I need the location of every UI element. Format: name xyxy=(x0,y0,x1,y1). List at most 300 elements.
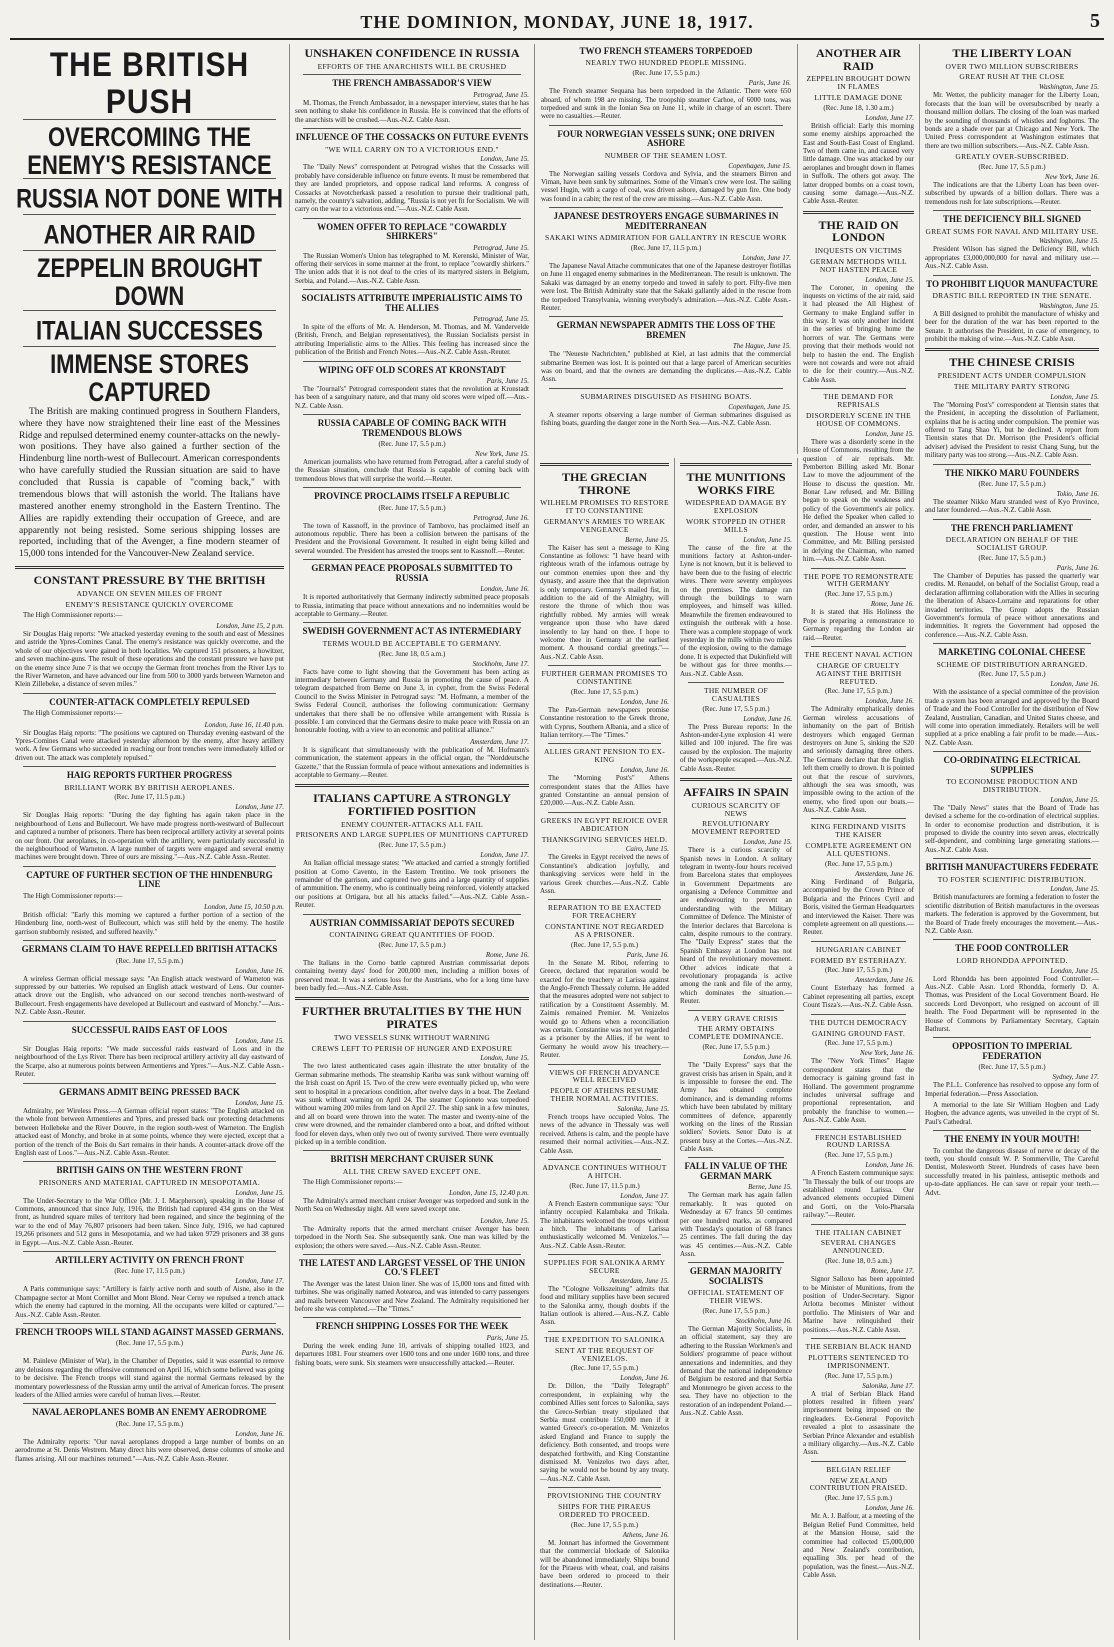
article-body: There was a disorderly scene in the House of Commons, resulting from the question of air reprisals. Mr. Pemberton Billing asked Mr. Bonar Law to move the adjournment of the House to discuss the question. Mr. Bonar Law refused, and Mr. Billing began to speak on the weakness and policy of the Government's air policy. He defied the Speaker when called to order, and demanded an answer to his question. The House went into Committee, and Mr. Billing persisted in defying the Chairman, who named him.—Aus.-N.Z. Cable Assn. xyxy=(803,437,914,564)
article-body: The Greeks in Egypt received the news of Constantine's abdication joyfully, and thanksgiving services were held in the various Greek churches.—Aus.-N.Z. Cable Assn. xyxy=(540,853,669,895)
article-subhead: CONSTANTINE NOT REGARDED AS A PRISONER. xyxy=(545,922,664,939)
article-headline: THE CHINESE CRISIS xyxy=(949,355,1075,370)
article-subhead: PRISONERS AND MATERIAL CAPTURED IN MESOPOTAMIA. xyxy=(38,1177,261,1187)
received-line: (Rec. June 17, 5.5 p.m.) xyxy=(824,859,893,868)
article-subhead: WIDESPREAD DAMAGE BY EXPLOSION xyxy=(685,498,787,516)
article-subhead: WILHELM PROMISES TO RESTORE IT TO CONSTANTINE xyxy=(540,498,669,516)
dateline: London, June 17. xyxy=(235,803,284,812)
received-line: (Rec. June 17, 11.5 p.m.) xyxy=(630,243,702,252)
article-body: British official: Early this morning some enemy airships approached the East and South-East Coast of England. Two of them came in, and caused very little damage. One was attacked by our aeroplanes and brought down in flames in Suffolk. The others got away. The latter dropped bombs on a coast town, causing some damage.—Aus.-N.Z. Cable Assn.-Reuter. xyxy=(803,121,914,206)
dateline: London, June 16. xyxy=(865,697,914,706)
received-line: (Rec. June 17, 5.5 p.m.) xyxy=(978,162,1046,171)
article-headline: THE DEFICIENCY BILL SIGNED xyxy=(943,214,1081,225)
dateline: London, June 17. xyxy=(235,1277,284,1286)
dateline: Tokio, June 16. xyxy=(1056,490,1099,498)
received-line: (Rec. June 18, 1.30 a.m.) xyxy=(823,103,894,112)
article-headline: GERMAN PEACE PROPOSALS SUBMITTED TO RUSSIA xyxy=(311,563,513,583)
received-line: (Rec. June 17, 5.5 p.m.) xyxy=(570,687,639,696)
article-body: British official: "Early this morning we captured a further portion of a section of the Hindenburg line, north-west of Bullecourt, which was still held by the enemy. The hostile garrison stubbornly resisted, and suffered heavily." xyxy=(15,911,284,936)
article-subhead: DRASTIC BILL REPORTED IN THE SENATE. xyxy=(932,291,1092,301)
article-subhead: NEARLY TWO HUNDRED PEOPLE MISSING. xyxy=(585,58,747,68)
article-body: The German Majority Socialists, in an official statement, say they are adhering to the Russian Workmen's and Soldiers' programme of peace without annexations and indemnities, and they demand that the national independence of Belgium be restored and that Serbia and Montenegro be given access to the sea. They have no objection to the restoration of an independent Poland.—Aus.-N.Z. Cable Assn. xyxy=(680,1325,792,1417)
dateline: London, June 15. xyxy=(480,155,529,164)
article-headline: BRITISH MANUFACTURERS FEDERATE xyxy=(925,862,1099,873)
received-line: (Rec. June 17, 5.5 p.m.) xyxy=(632,69,700,78)
article-headline: COUNTER-ATTACK COMPLETELY REPULSED xyxy=(49,696,250,707)
article-headline: REPARATION TO BE EXACTED FOR TREACHERY xyxy=(547,903,662,921)
article-body: In the Senate M. Ribot, referring to Greece, declared that reparation would be exacted for the treachery at Larissa against the Anglo-French Thessaly column. He added that the measures adopted were not subject to ratification by a Constituent Assembly. M. Zaimis remained Premier. M. Venizelos would go to Athens when a reconciliation was certain. Constantine was not yet regarded as a prisoner by the Allies, if he went to Germany he would avow his treachery.—Reuter. xyxy=(540,958,669,1060)
dateline: Paris, June 15. xyxy=(486,1333,529,1342)
received-line: (Rec. June 17, 11.5 p.m.) xyxy=(114,793,185,802)
dateline: London, June 16. xyxy=(865,1504,914,1513)
article-subhead: DISORDERLY SCENE IN THE HOUSE OF COMMONS. xyxy=(805,410,912,428)
column-4 xyxy=(675,458,798,1640)
dateline: Petrograd, June 15. xyxy=(473,243,529,252)
article-body: The Under-Secretary to the War Office (Mr. J. I. Macpherson), speaking in the House of Commons, announced that since July, 1916, the British had captured 434 guns on the West front, as hundred square miles of territory had been regained, and since the beginning of the war to the end of May 76,807 prisoners had been taken. Since July, 1916, we had captured 19,266 prisoners and 512 guns in Mesopotamia, and we had taken 9729 prisoners and 38 guns in Egypt.—Aus.-N.Z. Cable Assn.-Reuter. xyxy=(15,1196,284,1247)
received-line: (Rec. June 17, 5.5 p.m.) xyxy=(978,553,1046,562)
article-headline: FRENCH ESTABLISHED ROUND LARISSA xyxy=(815,1132,902,1150)
headline-deck-2: RUSSIA NOT DONE WITH xyxy=(16,183,283,214)
article-headline: THE RAID ON LONDON xyxy=(818,217,899,245)
article-headline: AUSTRIAN COMMISSARIAT DEPOTS SECURED xyxy=(309,917,515,928)
dateline: London, June 15. xyxy=(743,838,792,847)
article-headline: THE LATEST AND LARGEST VESSEL OF THE UNION CO.'S FLEET xyxy=(298,1257,526,1278)
article-subhead: GREAT SUMS FOR NAVAL AND MILITARY USE. xyxy=(925,226,1099,236)
article-headline: SUPPLIES FOR SALONIKA ARMY SECURE xyxy=(543,1258,666,1275)
dateline: London, June 17. xyxy=(742,253,791,262)
article-headline: THE ITALIAN CABINET xyxy=(815,1227,902,1237)
article-headline: GERMAN NEWSPAPER ADMITS THE LOSS OF THE BREMEN xyxy=(556,320,776,340)
article-body: The "Morning Post's" correspondent at Tientsin states that the President, in accepting the dissolution of Parliament, explains that he is acting under compulsion. The premier was offered to Tang Shao Yi, but he declined. A report from Tientsin states that Dr. Morrison (the President's official adviser) advised the President to resist Chang Sung, but the military party was too strong.—Aus.-N.Z. Cable Assn. xyxy=(925,400,1099,460)
dateline: New York, June 16. xyxy=(1045,172,1099,181)
article-subhead: TO ECONOMISE PRODUCTION AND DISTRIBUTION. xyxy=(946,777,1078,794)
dateline: Rome, June 16. xyxy=(485,950,529,959)
article-body: King Ferdinand of Bulgaria, accompanied by the Crown Prince of Bulgaria and the Princes Cyril and Boris, visited the German Headquarters and interviewed the Kaiser. There was complete agreement on all questions.—Reuter. xyxy=(803,877,914,937)
masthead-title: THE DOMINION, MONDAY, JUNE 18, 1917. xyxy=(360,12,754,32)
article-body: The indications are that the Liberty Loan has been over-subscribed by upwards of a billion dollars. There was a tremendous rush for late subscriptions.—Reuter. xyxy=(925,180,1099,206)
article-body: The Kaiser has sent a message to King Constantine as follows: "I have heard with righteous wrath of the infamous outrage by our common enemies upon thee and thy dynasty, and assure thee that the deprivation is only temporary. Germany's mailed fist, in addition to the aid of the Almighty, will restore the throne of which thou was rightfully robbed. My armies will wreak vengeance upon those who have dared insolently to lay hand on thee. I hope to welcome thee in Germany at the earliest moment. A thousand cordial greetings."—Aus.-N.Z. Cable Assn. xyxy=(540,543,669,661)
article-headline: HUNGARIAN CABINET xyxy=(816,944,901,954)
article-body: Admiralty, per Wireless Press.—A German official report states: "The English attacked on the whole front between Armentieres and Ypres, and pressed back our protecting detachments between Hollebeke and the River Douvre, in the region south-west of Warneton. The English attacked east of Monchy, and broke in at some points, whence they were ejected, except that a portion of the trench of the Bois du Sart remains in their hands. A counter-attack drove off the English east of Loos."—Aus.-N.Z. Cable Assn.-Reuter. xyxy=(15,1107,284,1157)
received-line: (Rec. June 17, 5.5 p.m.) xyxy=(978,1063,1046,1072)
dateline: New York, June 15. xyxy=(475,450,529,459)
article-subhead: PRISONERS AND LARGE SUPPLIES OF MUNITIONS CAPTURED xyxy=(295,830,529,840)
dateline: London, June 15. xyxy=(235,1037,284,1045)
dateline: London, June 15. xyxy=(865,429,914,438)
dateline: London, June 15, 10.50 p.m. xyxy=(204,903,284,911)
article-body: It is stated that His Holiness the Pope is preparing a remonstrance to Germany regarding the London air raid.—Reuter. xyxy=(803,608,914,642)
article-body: M. Thomas, the French Ambassador, in a newspaper interview, states that he has seen nothing to shake his confidence in Russia. He is convinced that the efforts of the anarchists will be crushed.—Aus.-N.Z. Cable Assn. xyxy=(295,98,529,124)
article-headline: PROVISIONING THE COUNTRY xyxy=(547,1491,662,1501)
article-subhead: LITTLE DAMAGE DONE xyxy=(814,92,903,102)
received-line: (Rec. June 17, 5.5 p.m.) xyxy=(378,841,446,850)
dateline: London, June 17. xyxy=(620,1191,669,1200)
dateline: Copenhagen, June 15. xyxy=(728,402,791,411)
article-subhead: TERMS WOULD BE ACCEPTABLE TO GERMANY. xyxy=(322,638,502,648)
article-subhead: TWO VESSELS SUNK WITHOUT WARNING xyxy=(333,1032,491,1042)
dateline: New York, June 16. xyxy=(860,1049,914,1058)
received-line: (Rec. June 17, 5.5 p.m.) xyxy=(824,1494,893,1503)
article-intro: The High Commissioner reports:— xyxy=(23,891,123,900)
headline-deck-5: ITALIAN SUCCESSES xyxy=(36,315,263,346)
article-body: Mr. Wetter, the publicity manager for the Liberty Loan, forecasts that the loan will be oversubscribed by nearly a thousand million dollars. The closing of the loan was marked by the sounding of thousands of whistles and foghorns. The bonds are a shade over par at Chicago and New York. The United Press correspondent at Washington estimates that there are two million subscribers.—Aus.-N.Z. Cable Assn. xyxy=(925,91,1099,150)
article-body: It is reported authoritatively that Germany indirectly submitted peace proposals to Russia, intimating that peace without annexations and no indemnities would be acceptable to Germany.—Reuter. xyxy=(295,593,529,618)
shipping-news-block xyxy=(535,44,798,454)
article-subhead: ALL THE CREW SAVED EXCEPT ONE. xyxy=(342,1166,482,1176)
article-body: Count Esterhazy has formed a Cabinet representing all parties, except Count Tisza's.—Aus.-N.Z. Cable Assn. xyxy=(803,984,914,1010)
dateline: Paris, June 16. xyxy=(241,1349,284,1358)
article-subhead: CREWS LEFT TO PERISH OF HUNGER AND EXPOSURE xyxy=(311,1043,513,1053)
article-body: A French Eastern communique says: "In Thessaly the bulk of our troops are established round Larissa. Our advanced elements occupied Dimeni and Gorti, on the Volo-Pharsala railway."—Reuter. xyxy=(803,1169,914,1220)
received-line: (Rec. June 17, 11.5 p.m.) xyxy=(569,1181,640,1190)
headline-deck-1: OVERCOMING THE ENEMY'S RESISTANCE xyxy=(27,122,272,180)
article-subhead: OFFICIAL STATEMENT OF THEIR VIEWS. xyxy=(687,1288,785,1306)
article-headline: A VERY GRAVE CRISIS xyxy=(693,1013,779,1023)
article-body: The cause of the fire at the munitions factory at Ashton-under-Lyne is not known, but it is believed to have been due to the fusing of electric wires. There were seventy employees on the premises. The damage ran through the buildings to warn employees, and himself was killed. Meanwhile the firemen endeavoured to extinguish the outbreak with a hose. There was a complete stoppage of work yesterday in the mills within two miles of the explosion, owing to the damage done. It is expected that Dukinfield will be without gas for three months.—Aus.-N.Z. Cable Assn. xyxy=(680,543,792,678)
article-headline: PROVINCE PROCLAIMS ITSELF A REPUBLIC xyxy=(314,491,510,502)
article-headline: THE FOOD CONTROLLER xyxy=(955,943,1069,954)
article-body: The Chamber of Deputies has passed the quarterly war credits. M. Renaudel, on behalf of the Socialist Group, read a declaration affirming collaboration with the Allies in securing the liberation of Alsace-Lorraine and reparations for other invaded territories. The Group adopts the Russian Government's formula of peace without annexations and indemnities. It regrets the Government had opposed the conference.—Aus.-N.Z. Cable Assn. xyxy=(925,571,1099,639)
received-line: (Rec. June 17, 5.5 p.m.) xyxy=(824,687,893,696)
received-line: (Rec. June 18, 0.5 a.m.) xyxy=(378,649,446,658)
column-5 xyxy=(798,44,920,1640)
article-subhead: DECLARATION ON BEHALF OF THE SOCIALIST GROUP. xyxy=(945,535,1079,553)
article-headline: JAPANESE DESTROYERS ENGAGE SUBMARINES IN MEDITERRANEAN xyxy=(553,211,779,231)
article-subhead: PRESIDENT ACTS UNDER COMPULSION xyxy=(937,371,1087,381)
dateline: London, June 16. xyxy=(620,1374,669,1383)
dateline: London, June 16. xyxy=(620,697,669,706)
received-line: (Rec. June 17, 5.5 p.m.) xyxy=(824,1371,893,1380)
article-intro: The High Commissioner reports:— xyxy=(23,709,123,718)
article-headline: THE POPE TO REMONSTRATE WITH GERMANY xyxy=(803,571,914,589)
advertisement-headline: THE ENEMY IN YOUR MOUTH! xyxy=(944,1134,1080,1145)
article-body: American journalists who have returned from Petrograd, after a careful study of the Russian situation, conclude that Russia is capable of coming back with tremendous blows that will surprise the world.—Reuter. xyxy=(295,458,529,483)
article-headline: BRITISH MERCHANT CRUISER SUNK xyxy=(330,1154,494,1165)
received-line: (Rec. June 17, 5.5 p.m.) xyxy=(824,1039,893,1048)
dateline: London, June 15. xyxy=(1050,966,1099,975)
article-headline: TO PROHIBIT LIQUOR MANUFACTURE xyxy=(926,278,1098,289)
article-headline: MARKETING COLONIAL CHEESE xyxy=(938,647,1086,658)
dateline: London, June 17. xyxy=(865,113,914,122)
dateline: London, June 15. xyxy=(865,275,914,284)
article-body: The Coroner, in opening the inquests on victims of the air raid, said it had pleased the All Highest of Germany to make England suffer in this way. It was only another incident in the series of bringing home the horrors of war. The Germans were proving that their methods would not help to hasten the end. The English were not cowards and were not afraid to die for their country.—Aus.-N.Z. Cable Assn. xyxy=(803,283,914,384)
received-line: (Rec. June 17, 5.5 p.m.) xyxy=(115,956,184,965)
column-6 xyxy=(920,44,1104,1640)
article-body: The Avenger was the latest Union liner. She was of 15,000 tons and fitted with turbines. She was originally named Aotearoa, and was intended to carry passengers and mails between Vancouver and New Zealand. The Admiralty requisitioned her before she was completed.—The "Times." xyxy=(295,1279,529,1314)
article-body: The Italians in the Corno battle captured Austrian commissariat depots containing twenty days' food for 200,000 men, including a million boxes of preserved meat. It was a serious loss for the Austrians, who for a long time have been badly fed.—Aus.-N.Z. Cable Assn. xyxy=(295,958,529,993)
dateline: The Hague, June 15. xyxy=(732,342,791,351)
received-line: (Rec. June 17, 5.5 p.m.) xyxy=(378,940,446,949)
article-subhead: THE ARMY OBTAINS COMPLETE DOMINANCE. xyxy=(688,1024,784,1042)
article-headline: THE SERBIAN BLACK HAND xyxy=(805,1341,912,1351)
article-body: The "Cologne Volkszeitung" admits that food and military supplies have been secured to the Salonika army, though doubts if the Italian outlook is altered.—Aus.-N.Z. Cable Assn. xyxy=(540,1284,669,1327)
article-headline: INFLUENCE OF THE COSSACKS ON FUTURE EVENTS xyxy=(295,132,529,143)
dateline: London, June 15, 2 p.m. xyxy=(216,621,284,630)
article-headline: CONSTANT PRESSURE BY THE BRITISH xyxy=(33,573,266,588)
article-headline: FALL IN VALUE OF THE GERMAN MARK xyxy=(684,1161,788,1181)
article-body: A memorial to the late Sir William Hogben and Lady Hogben, the advance agents, was unveiled in the crypt of St. Paul's Cathedral. xyxy=(925,1101,1099,1126)
article-body: The P.L.L. Conference has resolved to oppose any form of Imperial federation.—Press Association. xyxy=(925,1081,1099,1098)
article-headline: UNSHAKEN CONFIDENCE IN RUSSIA xyxy=(304,46,520,60)
received-line: (Rec. June 17, 5.5 p.m.) xyxy=(570,1364,639,1373)
dateline: Washington, June 15. xyxy=(1038,237,1099,246)
article-subhead: TO FOSTER SCIENTIFIC DISTRIBUTION. xyxy=(937,874,1087,884)
received-line: (Rec. June 17, 5.5 p.m.) xyxy=(824,1151,893,1160)
article-body: M. Jonnart has informed the Government that the commercial blockade of Salonika will be abandoned immediately. Ships bound for the Piraeus with wheat, coal, and raisins have been ordered to proceed to their destinations.—Reuter. xyxy=(540,1538,669,1589)
article-body: President Wilson has signed the Deficiency Bill, which appropriates £3,000,000,000 for naval and military use.—Aus.-N.Z. Cable Assn. xyxy=(925,245,1099,271)
article-body: A Paris communique says: "Artillery is fairly active north and south of Aisne, also in the Champagne sector at Mont Cornillet and Mont Blond. Near Cerny we repulsed a trench attack which the enemy had captured in the morning. All the occupants were killed or captured."—Aus.-N.Z. Cable Assn.-Reuter. xyxy=(15,1285,284,1319)
article-body: With the assistance of a special committee of the provision trade a system has been arranged and approved by the Board of Trade and the Food Controller for the distribution of New Zealand, Australian, Canadian, and United States cheese, and will come into operation immediately. Retailers will be well supplied at a price enabling a fair profit to be made.—Aus.-N.Z. Cable Assn. xyxy=(925,688,1099,747)
article-intro: The High Commissioner reports:— xyxy=(303,1177,403,1186)
article-body: The two latest authenticated cases again illustrate the utter brutality of the German submarine methods. The steamship Kariba was sunk without warning off the Irish coast on April 15. Two of the crew were eventually picked up, who were sent to hospital in a precarious condition, after twelve days in a boat. The Zeeland was sunk without warning on April 24. The steamer Copioneto was torpedoed without warning 200 miles from land on April 27. The ship sank in a few minutes, and all on board were thrown into the water. The master and twenty-nine of the crew were drowned, and the remainder clambered onto a boat, and drifted without food for eleven days, when only two out of twenty survived. There were eventually picked up in a terrible condition. xyxy=(295,1062,529,1146)
dateline: Petrograd, June 15. xyxy=(473,315,529,324)
article-headline: TWO FRENCH STEAMERS TORPEDOED xyxy=(579,46,753,56)
article-headline: RUSSIA CAPABLE OF COMING BACK WITH TREMENDOUS BLOWS xyxy=(317,418,507,438)
article-body: An Italian official message states: "We attacked and carried a strongly fortified position at Corno Cavento, in the Eastern Trentino. We took prisoners the remainder of the garrison, and captured two guns and a large quantity of supplies of ammunition. The enemy, who is continually being reinforced, violently attacked our positions at Ortigara, but all his attacks failed."—Aus.-N.Z. Cable Assn.-Reuter. xyxy=(295,859,529,910)
article-headline: AFFAIRS IN SPAIN xyxy=(683,785,789,800)
dateline: London, June 15. xyxy=(480,1216,529,1225)
dateline: Stockholm, June 17. xyxy=(472,659,529,668)
article-headline: THE LIBERTY LOAN xyxy=(952,46,1072,60)
article-headline: FURTHER BRUTALITIES BY THE HUN PIRATES xyxy=(302,1004,522,1032)
article-body: A wireless German official message says: "An English attack westward of Warneton was suppressed by our batteries. We repulsed an English attack westward of Lens. Our counter-attack drove out the English, who advanced on our second trenches north-westward of Bullecourt. Fresh engagements have developed at Bullecourt and eastward of Monchy."—Aus.-N.Z. Cable Assn.-Reuter. xyxy=(15,974,284,1017)
article-subhead: PEOPLE OF ATHENS RESUME THEIR NORMAL ACTIVITIES. xyxy=(550,1086,659,1104)
dateline: Stockholm, June 16. xyxy=(735,1317,792,1326)
article-subhead: "WE WILL CARRY ON TO A VICTORIOUS END." xyxy=(325,144,499,154)
received-line: (Rec. June 18, 0.5 a.m.) xyxy=(825,1257,892,1266)
article-headline: ITALIANS CAPTURE A STRONGLY FORTIFIED POSITION xyxy=(313,791,511,818)
article-subhead: REVOLUTIONARY MOVEMENT REPORTED xyxy=(691,819,781,837)
article-headline: THE NUMBER OF CASUALTIES xyxy=(704,685,768,703)
article-headline: THE DUTCH DEMOCRACY xyxy=(809,1017,908,1027)
article-body: Sir Douglas Haig reports: "We attacked yesterday evening to the south and east of Messines and astride the Ypres-Comines Canal. The enemy's resistance was quickly overcome, and the whole of our objectives were gained in both localities. We captured 151 prisoners, a howitzer, and seven machine-guns. The result of these operations and the constant pressure we have put on the enemy since June 7 is that we occupy the German front trenches from the River Lys to the River Warneton, and have advanced our line from 500 to 3000 yards between Warneton and Klein Zillebeke, a distance of seven miles." xyxy=(15,629,284,689)
dateline: Salonika, June 17. xyxy=(862,1381,914,1390)
dateline: Athens, June 16. xyxy=(622,1530,669,1539)
received-line: (Rec. June 17, 5.5 p.m.) xyxy=(824,590,893,599)
received-line: (Rec. June 17, 5.5 p.m.) xyxy=(570,940,639,949)
received-line: (Rec. June 17, 5.5 p.m.) xyxy=(702,1043,770,1052)
article-body: Sir Douglas Haig reports: "The positions we captured on Thursday evening eastward of the Ypres-Comines Canal were attacked yesterday afternoon by the enemy, after heavy artillery work. A few Germans who succeeded in reaching our front trenches were immediately killed or driven out. The attack was completely repulsed." xyxy=(15,728,284,762)
article-headline: HAIG REPORTS FURTHER PROGRESS xyxy=(66,770,233,781)
received-line: (Rec. June 17, 5.5 p.m.) xyxy=(115,1339,184,1348)
article-headline: GREEKS IN EGYPT REJOICE OVER ABDICATION xyxy=(540,815,669,833)
dateline: Paris, June 16. xyxy=(748,79,791,88)
dateline: Rome, June 16. xyxy=(870,600,914,609)
article-body: A trial of Serbian Black Hand plotters resulted in fifteen years' imprisonment being imposed on the ringleaders. Ex-General Popovitch revealed a plot to assassinate the Serbian Prince Alexander and establish a military oligarchy.—Aus.-N.Z. Cable Assn. xyxy=(803,1389,914,1457)
received-line: (Rec. June 17, 5.5 p.m.) xyxy=(378,440,446,449)
article-body: In spite of the efforts of Mr. A. Henderson, M. Thomas, and M. Vandervelde (British, French, and Belgian representatives), the Russian Socialists persist in attributing Imperialistic aims to the Allies. This feeling has increased since the publication of the British and French Notes.—Aus.-N.Z. Cable Assn.-Reuter. xyxy=(295,323,529,357)
dateline: Washington, June 15. xyxy=(1038,83,1099,92)
article-subhead: FORMED BY ESTERHAZY. xyxy=(810,955,907,965)
column-1 xyxy=(10,44,290,1640)
article-subhead: EFFORTS OF THE ANARCHISTS WILL BE CRUSHED xyxy=(317,61,507,71)
article-body: Facts have come to light showing that the Government has been acting as intermediary between Germany and Russia in promoting the cause of peace. A telegram despatched from Berne on June 3, in cypher, from the Swiss Federal Council to the Swiss Minister in Petrograd says: "M. Hofmann, a member of the Swiss Federal Council, authorises the following communication: Germany undertakes that there shall be no offensive while arrangement with Russia is possible. I am convinced that the Germans desire to make peace with Russia on an honourable footing, with a view to an economic and political alliance." xyxy=(295,667,529,735)
article-subhead: SENT AT THE REQUEST OF VENIZELOS. xyxy=(555,1345,654,1363)
article-body: A French Eastern communique says: "Our infantry occupied Kalambaka and Trikala. The inhabitants welcomed the troops without a hitch. The inhabitants of Larissa enthusiastically welcomed M. Venizelos."—Aus.-N.Z. Cable Assn.-Reuter. xyxy=(540,1199,669,1250)
article-body: The Pan-German newspapers promise Constantine restoration to the Greek throne, with Cyprus, Southern Albania, and a slice of Italian territory.—The "Times." xyxy=(540,705,669,740)
dateline: London, June 16. xyxy=(865,1161,914,1170)
article-body: It is significant that simultaneously with the publication of M. Hofmann's communication, the statement appears in the official organ, the "Norddeutsche Gazette," that the Russian formula of peace without annexations and indemnities is acceptable to Germany.—Reuter. xyxy=(295,745,529,779)
dateline: London, June 16. xyxy=(743,1053,792,1062)
article-body: The German mark has again fallen remarkably. It was quoted on Wednesday at 67 francs 50 centimes per one hundred marks, as compared with Tuesday's quotation of 68 francs 25 centimes. The fall during the day was 45 centimes.—Aus.-N.Z. Cable Assn. xyxy=(680,1191,792,1259)
article-body: The Russian Women's Union has telegraphed to M. Kerenski, Minister of War, offering their services in some manner at the front, to replace "cowardly shirkers." The union adds that it is not deaf to the cries of its martyred sisters in Belgium, Serbia, and Poland.—Aus.-N.Z. Cable Assn. xyxy=(295,251,529,285)
article-subhead: INQUESTS ON VICTIMS xyxy=(814,245,903,255)
article-headline: SOCIALISTS ATTRIBUTE IMPERIALISTIC AIMS TO THE ALLIES xyxy=(301,293,523,313)
received-line: (Rec. June 17, 5.5 p.m.) xyxy=(115,1419,184,1428)
article-subhead: GREAT RUSH AT THE CLOSE xyxy=(959,72,1065,82)
dateline: London, June 16. xyxy=(235,1429,284,1438)
article-headline: VIEWS OF FRENCH ADVANCE WELL RECEIVED xyxy=(549,1067,660,1085)
article-body: The town of Kassnoff, in the province of Tambovo, has proclaimed itself an autonomous republic. There has been a collision between the partisans of the President and the Provisional Government. It resulted in eight being killed and several wounded. The President has arrested the troops sent to Kassnoff.—Reuter. xyxy=(295,521,529,555)
article-headline: THE NIKKO MARU FOUNDERS xyxy=(944,467,1080,478)
received-line: (Rec. June 17, 5.5 p.m.) xyxy=(824,966,893,975)
article-subhead: CURIOUS SCARCITY OF NEWS xyxy=(691,800,781,818)
article-subhead: ENEMY'S RESISTANCE QUICKLY OVERCOME xyxy=(65,599,234,609)
article-headline: SWEDISH GOVERNMENT ACT AS INTERMEDIARY xyxy=(302,626,522,637)
article-subhead: OVER TWO MILLION SUBSCRIBERS xyxy=(945,61,1079,71)
article-headline: FRENCH SHIPPING LOSSES FOR THE WEEK xyxy=(315,1321,509,1332)
article-subhead: WORK STOPPED IN OTHER MILLS xyxy=(685,516,787,534)
dateline: Washington, June 15. xyxy=(1038,301,1099,310)
dateline: London, June 16, 11.40 p.m. xyxy=(204,720,284,729)
article-subhead: GAINING GROUND FAST. xyxy=(811,1028,905,1038)
article-body: There is a curious scarcity of Spanish news in London. A solitary telegram in twenty-four hours received from Barcelona states that employees in Government Departments are organising a Defence Committee and are endeavouring to prevent an understanding with the Military Committee of Defence. The Minister of the Interior declares that Barcelona is calm, despite rumours to the contrary. The "Daily Express" states that the Spanish Embassy at London has not heard of the revolutionary movement. Other advices indicate that a revolutionary propaganda is active among the rank and file of the army, which dominates the situation.—Reuter. xyxy=(680,846,792,1006)
article-headline: WOMEN OFFER TO REPLACE "COWARDLY SHIRKERS" xyxy=(317,221,507,242)
article-headline: GERMAN MAJORITY SOCIALISTS xyxy=(689,1266,783,1286)
article-subhead: SCHEME OF DISTRIBUTION ARRANGED. xyxy=(936,659,1088,669)
main-headline: THE BRITISH PUSH xyxy=(49,46,250,121)
article-headline: GERMANS ADMIT BEING PRESSED BACK xyxy=(59,1086,240,1097)
article-body: The Press Bureau reports: In the Ashton-under-Lyne explosion 41 were killed and 100 injured. The fire was caused by the explosion. The majority of the workpeople escaped.—Aus.-N.Z. Cable Assn.-Reuter. xyxy=(680,722,792,773)
dateline: London, June 15. xyxy=(1050,885,1099,894)
dateline: London, June 16. xyxy=(743,714,792,723)
article-subhead: NEW ZEALAND CONTRIBUTION PRAISED. xyxy=(809,1475,908,1493)
article-body: The "Journal's" Petrograd correspondent states that the revolution at Kronstadt has been of a sanguinary nature, and that many old scores were wiped off.—Aus.-N.Z. Cable Assn. xyxy=(295,385,529,410)
article-headline: THE RECENT NAVAL ACTION xyxy=(804,649,913,659)
dateline: Cairo, June 15. xyxy=(625,845,669,854)
article-headline: NAVAL AEROPLANES BOMB AN ENEMY AERODROME xyxy=(32,1407,267,1418)
article-body: The "Morning Post's" Athens correspondent states that the Allies have granted Constantine an annual pension of £20,000.—Aus.-N.Z. Cable Assn. xyxy=(540,774,669,808)
article-headline: THE FRENCH AMBASSADOR'S VIEW xyxy=(332,78,492,89)
article-headline: SUBMARINES DISGUISED AS FISHING BOATS. xyxy=(580,391,752,401)
article-headline: THE MUNITIONS WORKS FIRE xyxy=(686,470,786,497)
article-subhead: CONTAINING GREAT QUANTITIES OF FOOD. xyxy=(329,930,495,940)
dateline: Amsterdam, June 16. xyxy=(855,976,914,985)
article-subhead: ENEMY COUNTER-ATTACKS ALL FAIL xyxy=(340,819,484,829)
dateline: Paris, June 16. xyxy=(626,950,669,959)
dateline: London, June 15. xyxy=(480,1054,529,1063)
article-headline: BELGIAN RELIEF xyxy=(826,1464,891,1474)
article-body: The Admiralty reports that the armed merchant cruiser Avenger has been torpedoed in the North Sea. She subsequently sank. One man was killed by the explosion; the others were saved.—Aus.-N.Z. Cable Assn.-Reuter. xyxy=(295,1224,529,1250)
article-headline: ANOTHER AIR RAID xyxy=(815,46,901,73)
dateline: Petrograd, June 15. xyxy=(473,90,529,99)
dateline: Paris, June 15. xyxy=(486,377,529,386)
article-headline: ALLIES GRANT PENSION TO EX-KING xyxy=(543,747,666,765)
article-headline: THE EXPEDITION TO SALONIKA xyxy=(544,1334,665,1344)
dateline: London, June 15. xyxy=(743,535,792,544)
dateline: London, June 15. xyxy=(1050,795,1099,804)
dateline: Paris, June 16. xyxy=(1056,563,1099,572)
article-subhead: CHARGE OF CRUELTY AGAINST THE BRITISH REFUTED. xyxy=(815,660,902,686)
article-headline: THE GRECIAN THRONE xyxy=(561,470,647,497)
article-body: The Admiralty emphatically denies German wireless accusations of inhumanity on the part of British destroyers which engaged German destroyers on June 5, sinking the S20 and seriously damaging three others. The Germans declare that the English left them cruelly to drown. It is pointed out that the rescue of survivors, although the sea was smooth, was impossible owing to the action of the enemy, who fired upon our boats.—Aus.-N.Z. Cable Assn. xyxy=(803,705,914,815)
article-headline: GREATLY OVER-SUBSCRIBED. xyxy=(955,152,1069,162)
headline-deck-4: ZEPPELIN BROUGHT DOWN xyxy=(37,253,262,312)
advertisement-body: To combat the dangerous disease of nerve or decay of the teeth, you should consult W. P. Sommerville, The Careful Dentist, Molesworth Street. Hundreds of cases have been successfully treated in his painless, antiseptic methods and up-to-date appliances. He can save or repair your teeth.—Advt. xyxy=(925,1146,1099,1197)
article-body: The "Neueste Nachrichten," published at Kiel, at last admits that the commercial submarine Bremen was lost. It is pointed out that a large parcel of American securities was on board, and that the owners are demanding the duplicates.—Aus.-N.Z. Cable Assn. xyxy=(541,350,791,384)
page-number: 5 xyxy=(1090,10,1100,32)
article-headline: FRENCH TROOPS WILL STAND AGAINST MASSED GERMANS. xyxy=(15,1327,284,1337)
article-subhead: NUMBER OF THE SEAMEN LOST. xyxy=(604,150,728,160)
dateline: London, June 15, 12.40 p.m. xyxy=(449,1189,529,1198)
article-intro: The High Commissioner reports:— xyxy=(23,610,123,619)
article-body: Sir Douglas Haig reports: "During the day fighting has again taken place in the neighbourhood of Lens and Bullecourt. We have made progress north-westward of Bullecourt and captured a number of prisoners. There has been reciprocal artillery activity at several points on our front. Our aeroplanes, in co-operation with the artillery, were particularly successful in the neighbourhood of Warneton. A large number of targets were engaged and several enemy machines were brought down. Three of ours are missing."—Aus.-N.Z. Cable Assn.-Reuter. xyxy=(15,811,284,862)
dateline: Petrograd, June 16. xyxy=(473,513,529,522)
received-line: (Rec. June 17, 5.5 p.m.) xyxy=(702,704,770,713)
received-line: (Rec. June 17, 5.5 p.m.) xyxy=(570,1520,639,1529)
column-3 xyxy=(535,458,675,1640)
article-body: Mr. A. J. Balfour, at a meeting of the Belgian Relief Fund Committee, held at the Mansion House, said the committee had collected £5,000,000 and New Zealand's contribution, equalling 30s. per head of the population, was the finest.—Aus.-N.Z. Cable Assn. xyxy=(803,1512,914,1580)
dateline: London, June 15. xyxy=(235,1099,284,1107)
received-line: (Rec. June 17, 5.5 p.m.) xyxy=(378,503,446,512)
article-headline: THE FRENCH PARLIAMENT xyxy=(950,522,1074,533)
dateline: Berne, June 15. xyxy=(748,1183,792,1192)
article-headline: FURTHER GERMAN PROMISES TO CONSTANTINE xyxy=(541,669,668,687)
article-body: Dr. Dillon, the "Daily Telegraph" correspondent, in explaining why the combined Allies sent forces to Salonika, says the Greco-Serbian treaty stipulated that Serbia must contribute 150,000 men if it wanted Greece's co-operation. M. Venizelos asked England and France to supply the deficiency. Both consented, and troops were despatched forthwith, and King Constantine dismissed M. Venizelos two days after, saying he would not be bound by any treaty.—Aus.-N.Z. Cable Assn. xyxy=(540,1382,669,1483)
headline-deck-6: IMMENSE STORES CAPTURED xyxy=(50,348,249,407)
article-headline: FOUR NORWEGIAN VESSELS SUNK; ONE DRIVEN ASHORE xyxy=(557,128,775,149)
dateline: London, June 16. xyxy=(235,966,284,975)
article-subhead: ZEPPELIN BROUGHT DOWN IN FLAMES xyxy=(806,74,911,92)
article-body: A Bill designed to prohibit the manufacture of whisky and beer for the duration of the war has been reported to the Senate. It authorises the President, in case of emergency, to prohibit the making of wine.—Aus.-N.Z. Cable Assn. xyxy=(925,309,1099,344)
article-headline: ADVANCE CONTINUES WITHOUT A HITCH. xyxy=(542,1163,667,1180)
article-subhead: SHIPS FOR THE PIRAEUS ORDERED TO PROCEED. xyxy=(558,1501,651,1519)
article-body: M. Painleve (Minister of War), in the Chamber of Deputies, said it was essential to remove any delusions regarding the offensive commenced on April 16, which some believed was going to be decisive. The French troops will stand against the normal Germans released by the momentary powerlessness of the Russian army until the arrival of American forces. The present leaders of the Allied armies were careful of human lives.—Reuter. xyxy=(15,1357,284,1399)
received-line: (Rec. June 17, 5.5 p.m.) xyxy=(702,1307,770,1316)
article-body: British manufacturers are forming a federation to foster the scientific distribution of British manufactures in the overseas markets. The federation is approved by the Government, but the Board of Trade freely encourages the movement.—Aus.-N.Z. Cable Assn. xyxy=(925,893,1099,935)
article-body: The Japanese Naval Attache communicates that one of the Japanese destroyer flotillas on June 11 engaged enemy submarines in the Mediterranean. The result is unknown. The Sakaki was damaged by an enemy torpedo and towed in safely to port. Fifty-five men were lost. The British Admiralty state that the Sakaki gallantly aided in the rescue from the torpedoed Transylvania, winning everybody's admiration.—Aus.-N.Z. Cable Assn.-Reuter. xyxy=(541,261,791,312)
article-body: The steamer Nikko Maru stranded west of Kyo Province, and later foundered.—Aus.-N.Z. Cable Assn. xyxy=(925,498,1099,515)
dateline: Amsterdam, June 15. xyxy=(610,1276,669,1285)
headline-deck-3: ANOTHER AIR RAID xyxy=(43,219,256,250)
article-headline: BRITISH GAINS ON THE WESTERN FRONT xyxy=(56,1165,243,1176)
dateline: Sydney, June 17. xyxy=(1052,1073,1099,1082)
article-body: During the week ending June 10, arrivals of shipping totalled 1023, and departures 1081. Four steamers over 1600 tons and one under 1600 tons, and three fishing boats, were sunk. Six steamers were unsuccessfully attacked.—Reuter. xyxy=(295,1341,529,1367)
dateline: London, June 15. xyxy=(1050,392,1099,401)
article-body: The Admiralty's armed merchant cruiser Avenger was torpedoed and sunk in the North Sea on Wednesday night. All were saved except one. xyxy=(295,1197,529,1214)
article-headline: THE DEMAND FOR REPRISALS xyxy=(823,392,894,410)
dateline: Salonika, June 15. xyxy=(617,1105,669,1114)
article-subhead: PLOTTERS SENTENCED TO IMPRISONMENT. xyxy=(808,1352,909,1370)
article-headline: SUCCESSFUL RAIDS EAST OF LOOS xyxy=(71,1024,228,1035)
article-headline: KING FERDINAND VISITS THE KAISER xyxy=(810,822,907,840)
article-headline: OPPOSITION TO IMPERIAL FEDERATION xyxy=(952,1041,1072,1061)
dateline: London, June 15. xyxy=(235,1188,284,1197)
article-subhead: ADVANCE ON SEVEN MILES OF FRONT xyxy=(76,588,223,598)
article-subhead: THANKSGIVING SERVICES HELD. xyxy=(541,834,668,844)
dateline: Amsterdam, June 17. xyxy=(470,737,529,746)
article-body: The Admiralty reports: "Our naval aeroplanes dropped a large number of bombs on an aerodrome at St. Denis Westrem. Many direct hits were observed, dense columns of smoke and flames arising. All our machines returned."—Aus.-N.Z. Cable Assn.-Reuter. xyxy=(15,1437,284,1463)
dateline: Copenhagen, June 15. xyxy=(728,161,791,170)
article-subhead: GERMAN METHODS WILL NOT HASTEN PEACE xyxy=(810,256,907,274)
article-body: The Norwegian sailing vessels Cordova and Sylvia, and the steamers Birren and Viman, have been sunk by submarines. Some of the Viman's crew were lost. The sailing vessel Hugin, with a cargo of coal, was driven ashore, damaged by gun fire. One body was found in a cabin; the rest of the crew are missing.—Aus.-N.Z. Cable Assn. xyxy=(541,169,791,203)
article-subhead: GERMANY'S ARMIES TO WREAK VENGEANCE xyxy=(543,516,666,534)
article-subhead: COMPLETE AGREEMENT ON ALL QUESTIONS. xyxy=(805,841,912,859)
article-subhead: THE MILITARY PARTY STRONG xyxy=(953,381,1071,391)
article-headline: CO-ORDINATING ELECTRICAL SUPPLIES xyxy=(943,755,1081,775)
masthead xyxy=(10,8,1104,40)
article-body: Sir Douglas Haig reports: "We made successful raids eastward of Loos and in the neighbourhood of the Lys River. There has been reciprocal artillery activity all day eastward of the Scarpe, also at numerous points between Armentieres and Ypres."—Aus.-N.Z. Cable Assn.-Reuter. xyxy=(15,1045,284,1079)
